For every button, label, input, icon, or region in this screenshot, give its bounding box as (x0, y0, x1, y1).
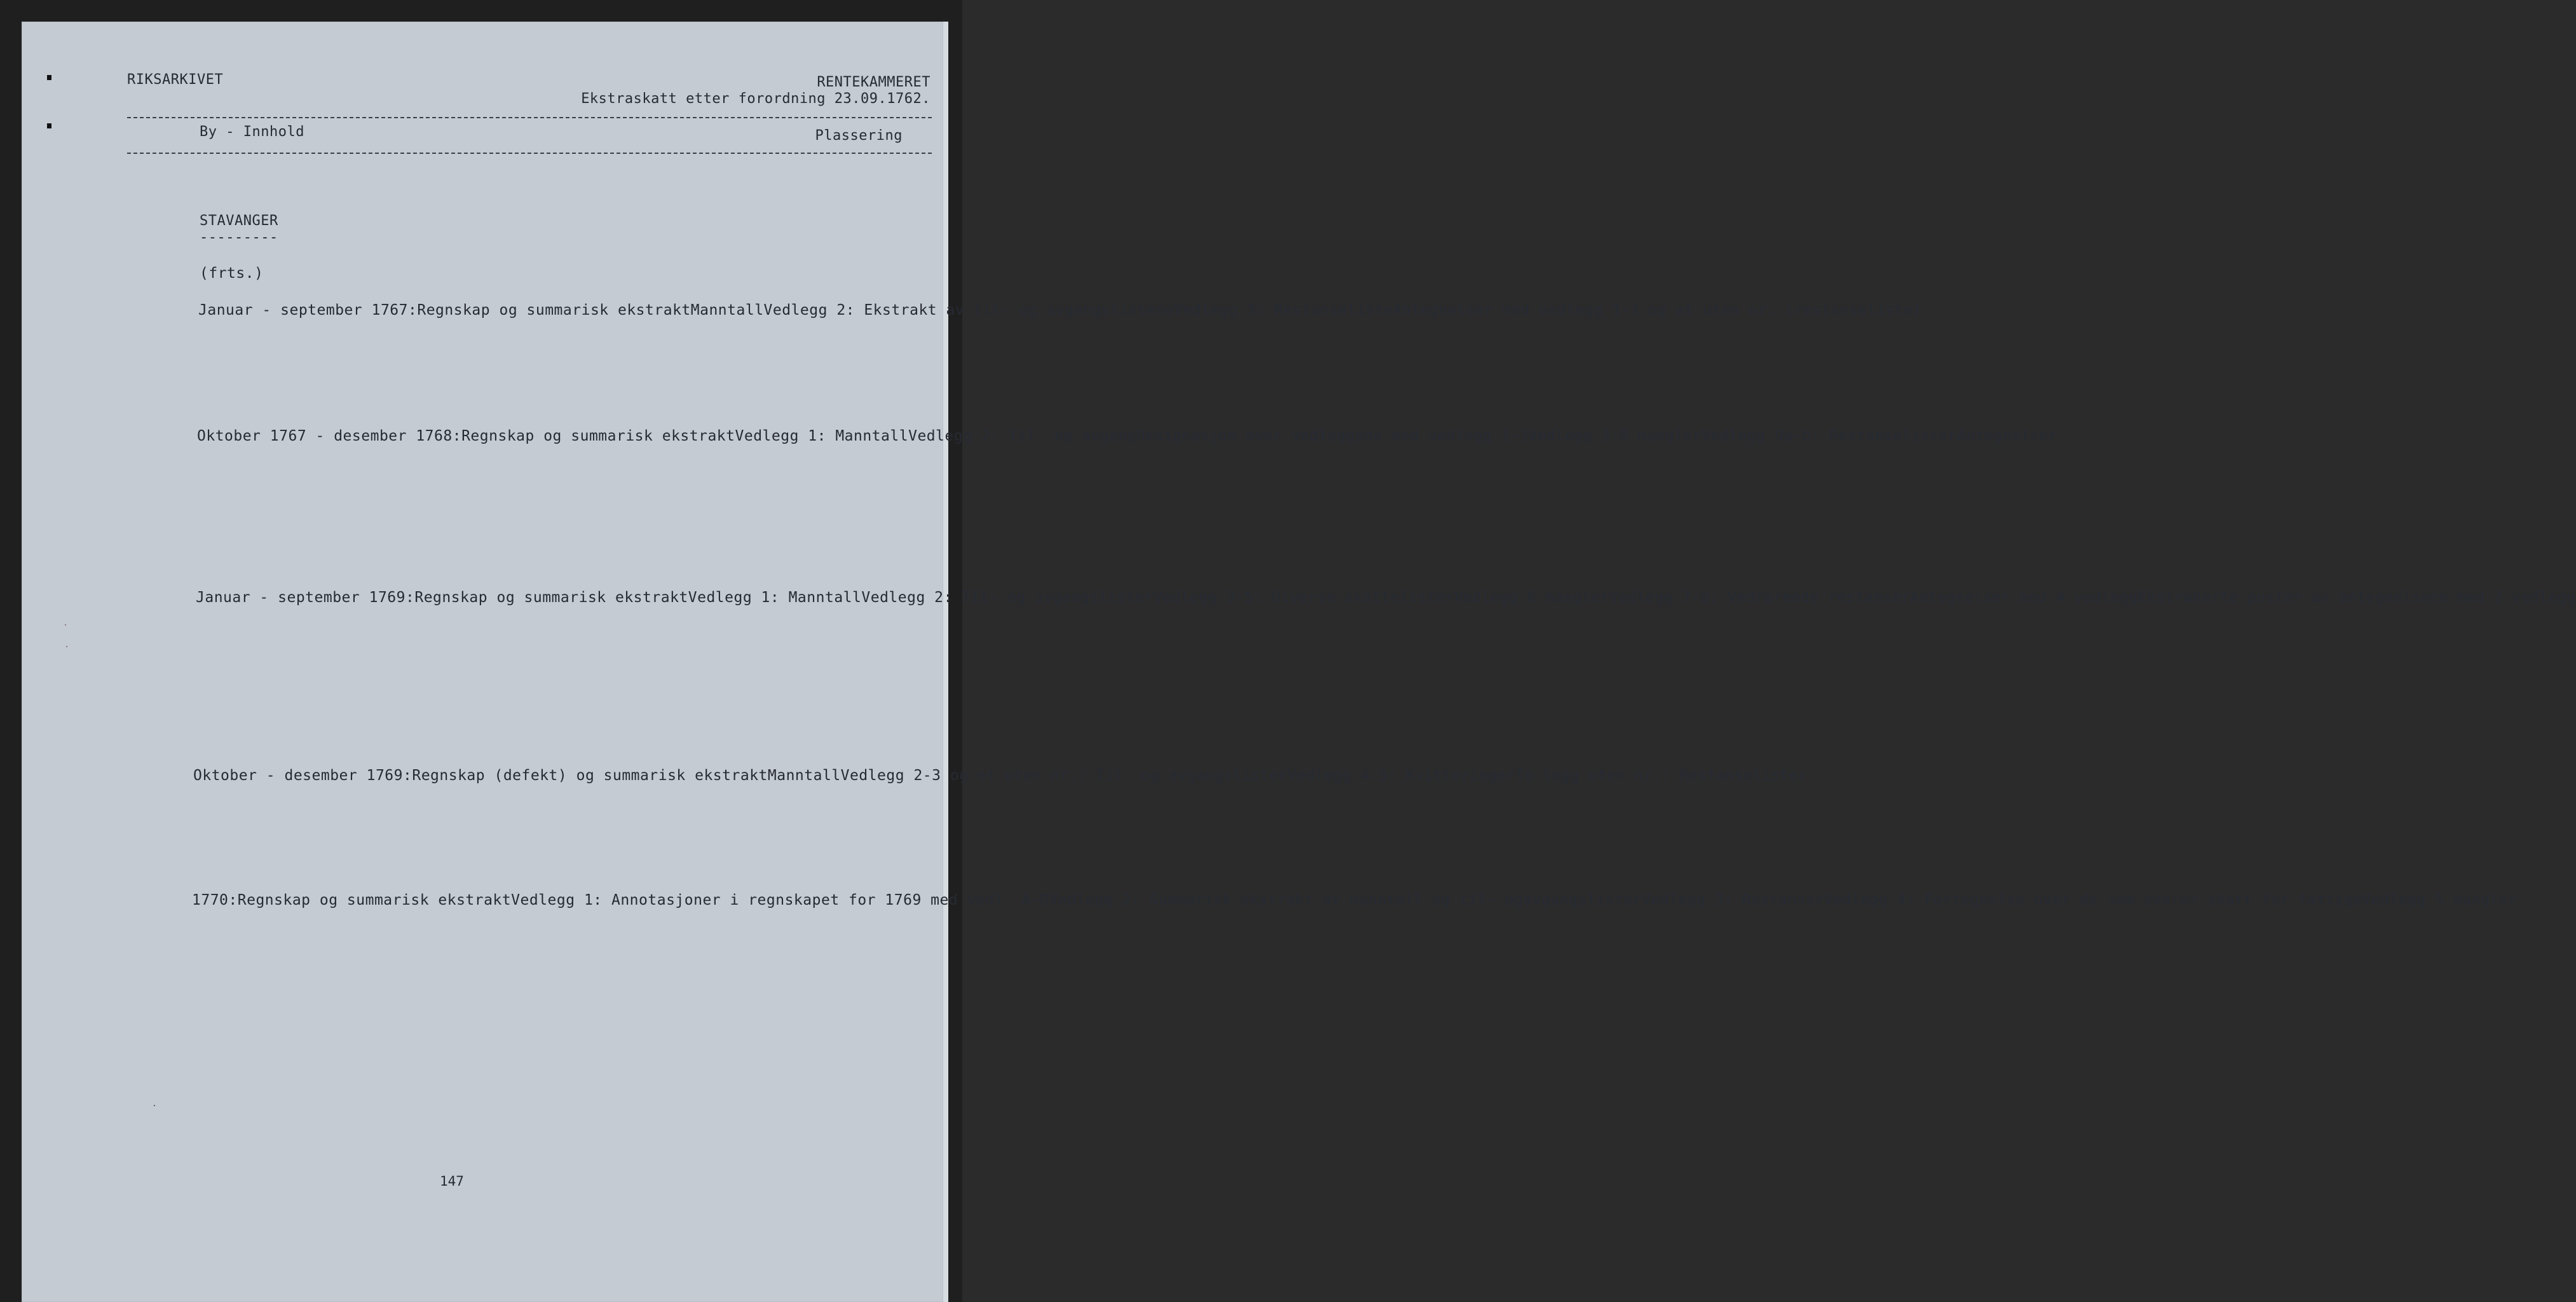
document-page (22, 22, 2576, 1302)
speck (154, 1105, 155, 1106)
city-underline: --------- (200, 230, 278, 245)
continued-note: (frts.) (200, 265, 264, 282)
city-title: STAVANGER (200, 213, 278, 229)
speck (65, 624, 66, 626)
speck (66, 646, 67, 647)
section-heading: Januar - september 1769:Regnskap og summarisk ekstraktVedlegg 1: ManntallVedlegg 2: Til- og avgangslisterVedlegg 3-5: Diverse skattelisterVedlegg 6 manglerVedlegg 7-8: Vedrørende restanserAntegnelser med 4 vedleggEkstraherte poster av antegnelsene med 2 vedlegg (196, 589, 2576, 606)
binder-mark (47, 75, 51, 80)
collection-subtitle: Ekstraskatt etter forordning 23.09.1762. (581, 91, 930, 107)
archive-name: RIKSARKIVET (127, 72, 224, 88)
section-heading: Oktober 1767 - desember 1768:Regnskap og summarisk ekstraktVedlegg 1: ManntallVedlegg 2: Til- og avgangDesignasjon over vedleggene med vedlegg 1-3Vedlegg 3-8 manglerVedlegg 9a-b: RestanselisterAntegnelser (197, 428, 2057, 444)
column-header-content: By - Innhold (200, 124, 304, 140)
section-heading: 1770:Regnskap og summarisk ekstraktVedlegg 1: Annotasjoner i regnskapet for 1769 med vedl. A-DVedlegg 2: Summarisk ekstrakt av manntall og til- ogavgangslisterVedlegg 3: RestanserVedlegg 4: Fortegnelse over de som svarer skatt for fattigeVedlegg 5 mangler (192, 892, 2518, 908)
section-heading: Oktober - desember 1769:Regnskap (defekt) og summarisk ekstraktManntallVedlegg 2-3 og et uten nr.: Til- og avgangslisterVedlegg 4-5: KvitteringerTo legg uten nr.: Restanselister (193, 767, 1808, 784)
column-header-location: Plassering (815, 128, 903, 144)
page-number: 147 (440, 1174, 464, 1189)
collection-name: RENTEKAMMERET (817, 74, 930, 90)
header-separator (127, 117, 932, 118)
binder-mark (47, 123, 51, 128)
header-separator (127, 153, 932, 154)
section-heading: Januar - september 1767:Regnskap og summarisk ekstraktManntallVedlegg 2: Ekstrakt av til- og avgangslisteneVedlegg 3: RestanselisteAntegnelser med vedlegg 1-3 og et uten nr. (restanseliste) (198, 302, 1922, 319)
